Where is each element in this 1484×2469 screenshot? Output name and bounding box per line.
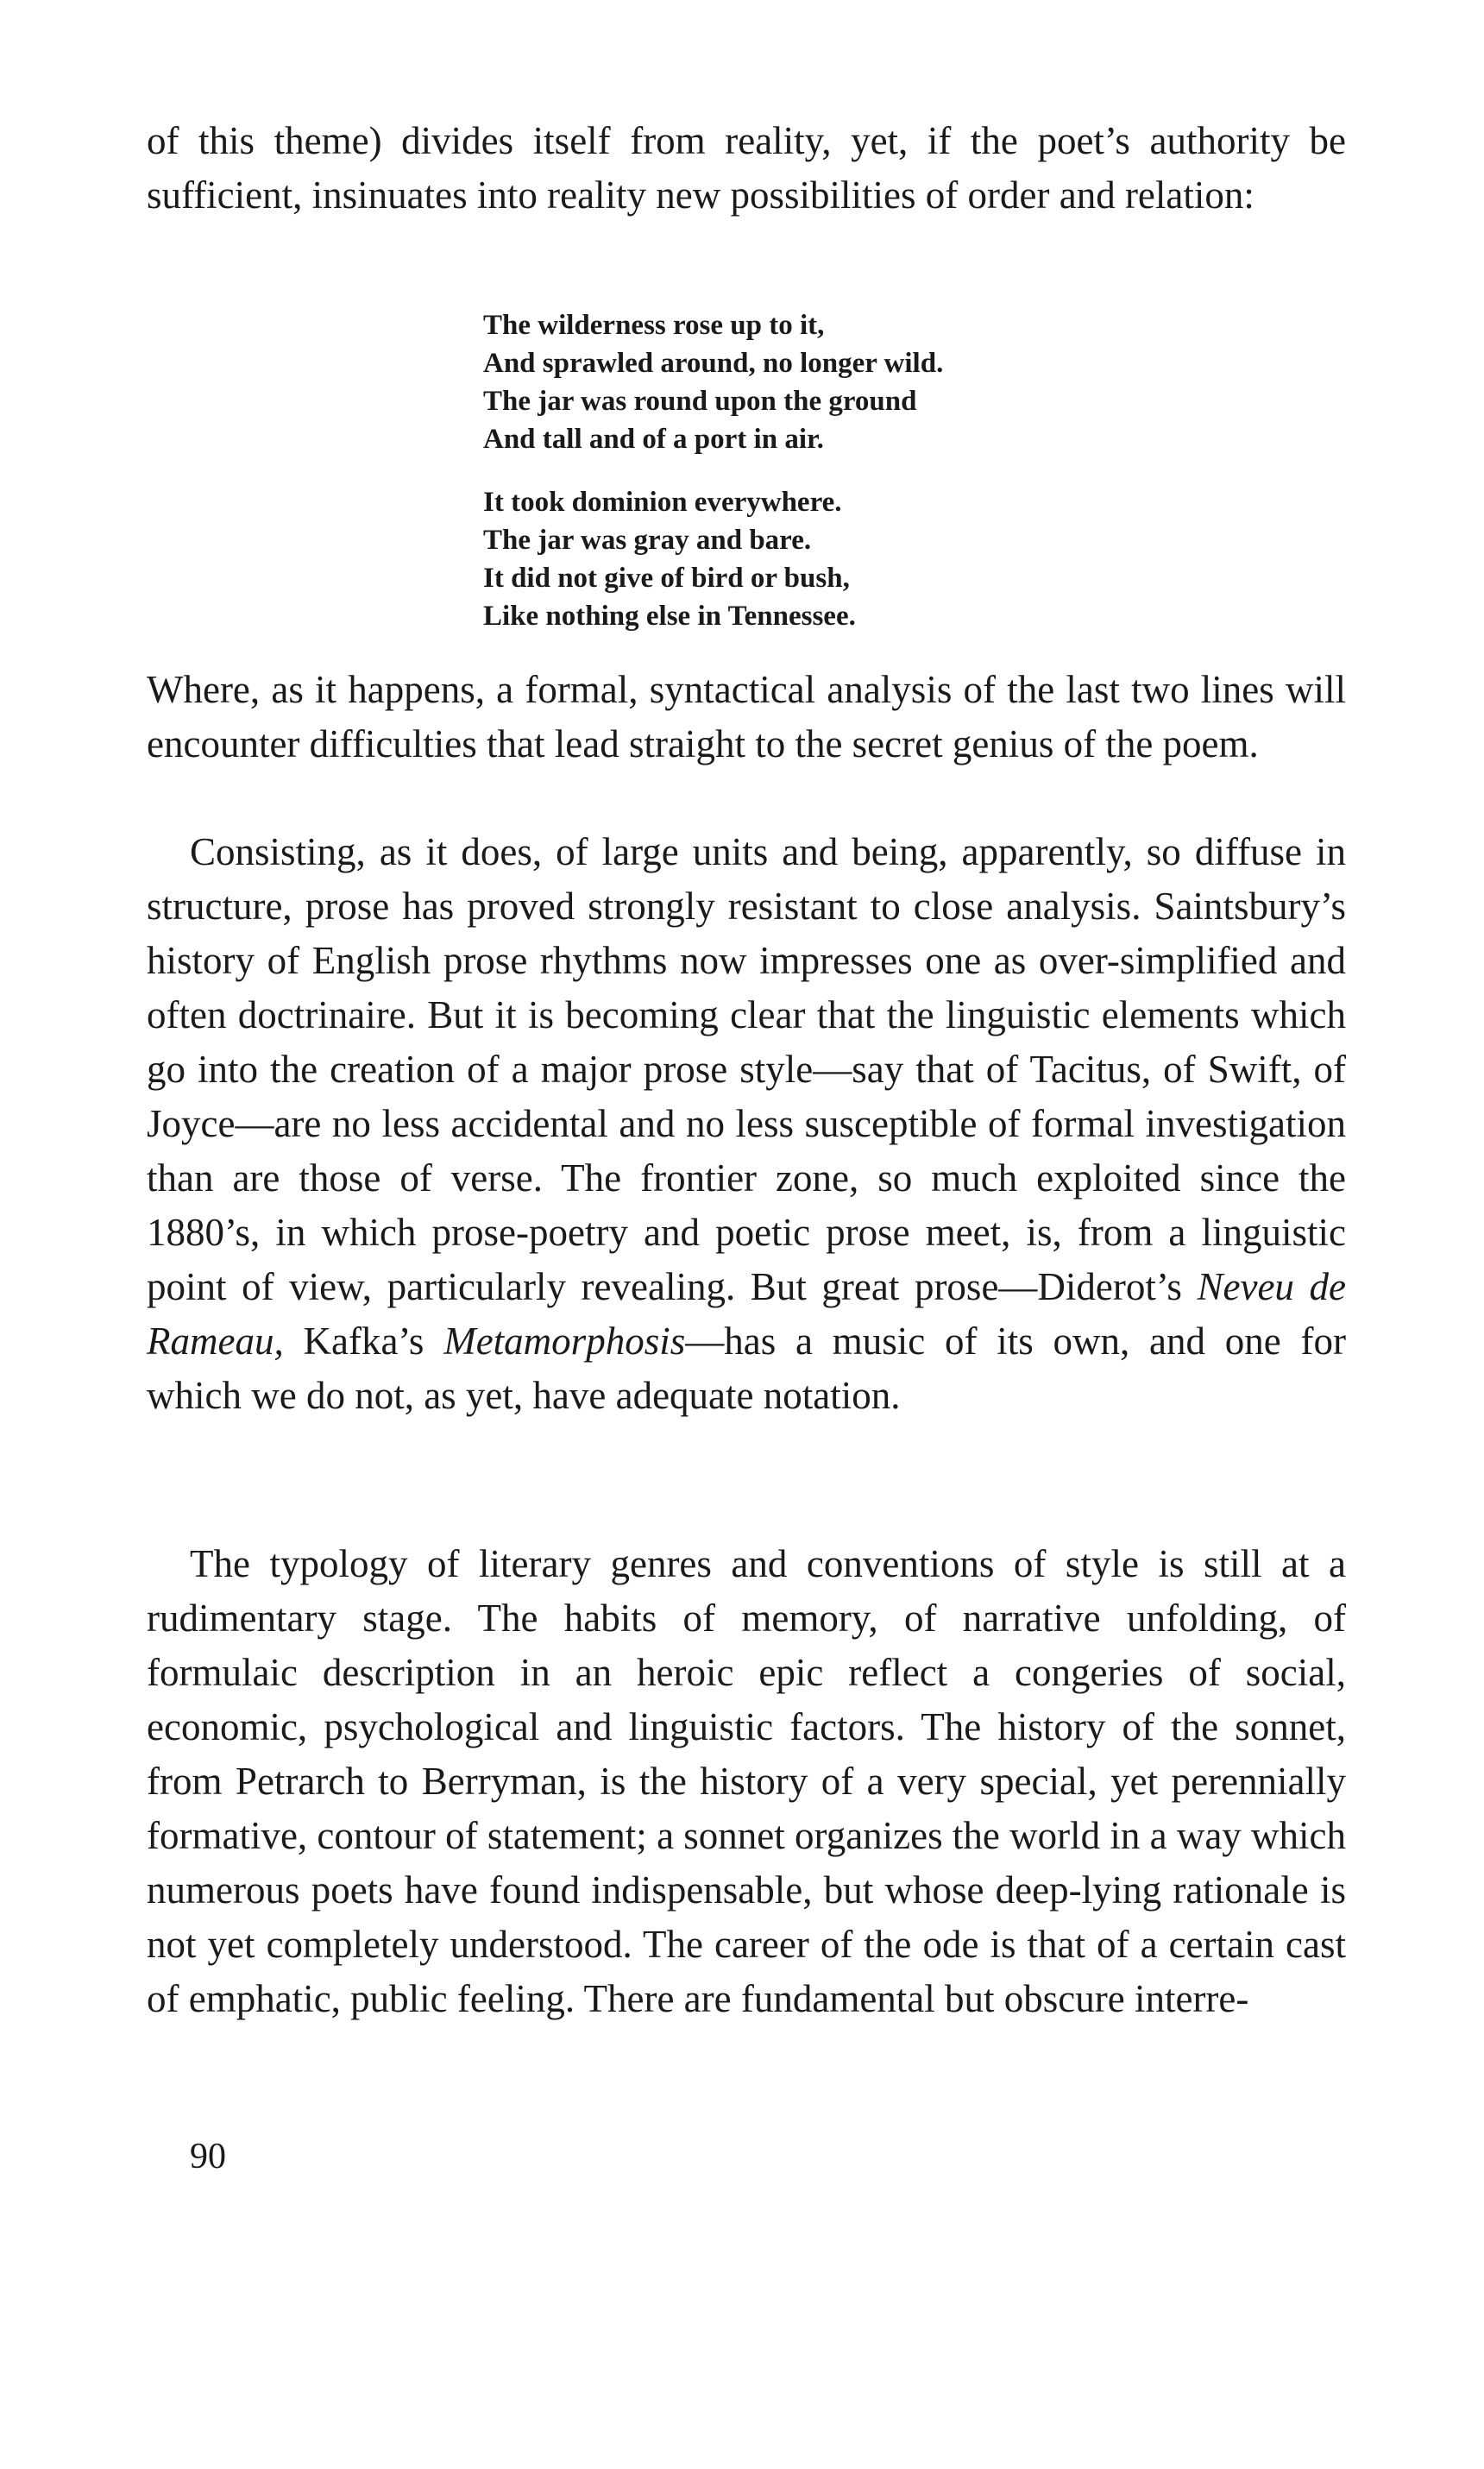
poem-line: It took dominion everywhere.: [483, 487, 842, 518]
prose-text: Consisting, as it does, of large units and being, apparently, so diffuse in structure, prose has proved strongly resistant to close analysis. Saintsbury’s history of English prose rhythms now impresses one as over-simplified and often doctrinaire. But it is becoming clear that the linguistic elements which go into the creation of a major prose style—say that of Tacitus, of Swift, of Joyce—are no less accidental and no less susceptible of formal investigation than are those of verse. The frontier zone, so much exploited since the 1880’s, in which prose-poetry and poetic prose meet, is, from a linguistic point of view, particularly revealing. But great prose—Diderot’s: [147, 830, 1346, 1308]
poem-line: The jar was gray and bare.: [483, 525, 812, 556]
genres-paragraph: The typology of literary genres and conventions of style is still at a rudimentary stage. The habits of memory, of narrative unfolding, of formulaic description in an heroic epic reflect a congeries of social, economic, psychological and linguistic factors. The history of the sonnet, from Petrarch to Berryman, is the history of a very special, yet perennially formative, contour of statement; a sonnet organizes the world in a way which numerous poets have found indispensable, but whose deep-lying rationale is not yet completely understood. The career of the ode is that of a certain cast of emphatic, public feeling. There are fundamental but obscure interre-: [147, 1542, 1347, 2020]
after-poem-paragraph: Where, as it happens, a formal, syntactical analysis of the last two lines will encounter difficulties that lead straight to the secret genius of the poem.: [147, 668, 1346, 765]
poem-stanza-1: [483, 306, 943, 458]
poem-line: The wilderness rose up to it,: [483, 310, 825, 341]
italic-title: Neveu de Rameau,: [147, 1265, 1346, 1363]
prose-text: —has a music of its own, and one for which we do not, as yet, have adequate notation.: [147, 1320, 1346, 1417]
poem-stanza-2: [483, 483, 856, 635]
poem-line: And tall and of a port in air.: [483, 424, 824, 455]
poem-line: Like nothing else in Tennessee.: [483, 601, 856, 632]
poem-line: The jar was round upon the ground: [483, 386, 917, 417]
page-number: 90: [190, 2137, 226, 2176]
italic-title: Metamorphosis: [443, 1320, 686, 1363]
intro-paragraph: of this theme) divides itself from reality, yet, if the poet’s authority be sufficient, insinuates into reality new possibilities of order and relation:: [147, 119, 1346, 217]
poem-line: It did not give of bird or bush,: [483, 563, 850, 594]
poem-line: And sprawled around, no longer wild.: [483, 348, 944, 379]
prose-text: Kafka’s: [283, 1320, 444, 1363]
prose-paragraph: [147, 825, 1346, 1423]
